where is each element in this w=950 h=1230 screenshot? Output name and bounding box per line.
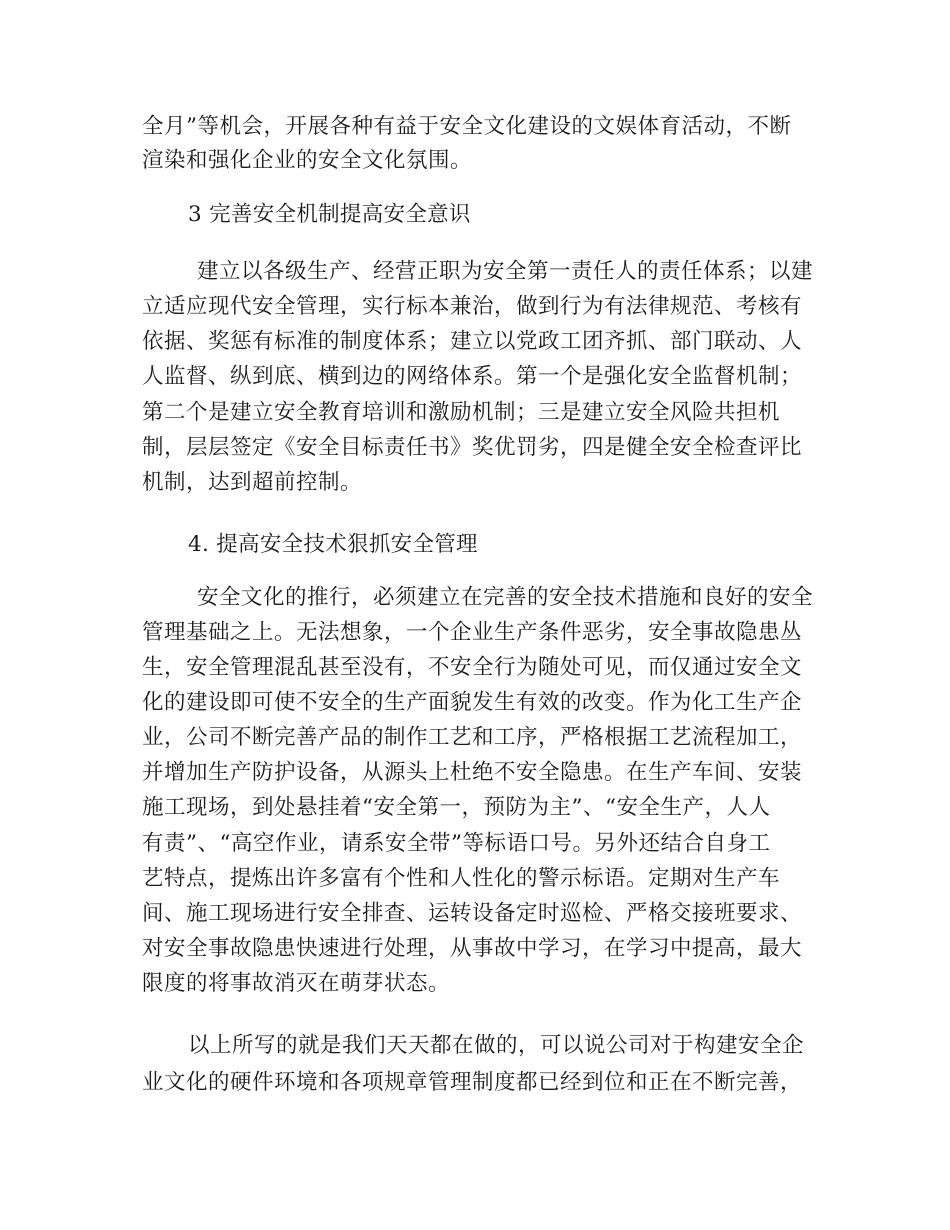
paragraph-line: 对安全事故隐患快速进行处理，从事故中学习，在学习中提高，最大 — [142, 936, 803, 961]
section-heading-4: 4. 提高安全技术狠抓安全管理 — [188, 532, 478, 557]
paragraph-line: 业文化的硬件环境和各项规章管理制度都已经到位和正在不断完善， — [142, 1070, 803, 1095]
paragraph-line: 并增加生产防护设备，从源头上杜绝不安全隐患。在生产车间、安装 — [142, 760, 803, 785]
paragraph-line: 施工现场，到处悬挂着“安全第一，预防为主”、“安全生产，人人 — [142, 795, 771, 820]
paragraph-line: 化的建设即可使不安全的生产面貌发生有效的改变。作为化工生产企 — [142, 690, 803, 715]
paragraph-line: 第二个是建立安全教育培训和激励机制；三是建立安全风险共担机 — [142, 400, 781, 425]
paragraph-line: 机制，达到超前控制。 — [142, 470, 363, 495]
section-heading-3: 3 完善安全机制提高安全意识 — [188, 202, 471, 227]
paragraph-line: 依据、奖惩有标准的制度体系；建立以党政工团齐抓、部门联动、人 — [142, 329, 803, 354]
paragraph-line: 业，公司不断完善产品的制作工艺和工序，严格根据工艺流程加工， — [142, 725, 803, 750]
paragraph-line: 限度的将事故消灭在萌芽状态。 — [142, 971, 451, 996]
paragraph-line: 安全文化的推行，必须建立在完善的安全技术措施和良好的安全 — [197, 585, 814, 610]
paragraph-line: 艺特点，提炼出许多富有个性和人性化的警示标语。定期对生产车 — [142, 866, 781, 891]
paragraph-line: 管理基础之上。无法想象，一个企业生产条件恶劣，安全事故隐患丛 — [142, 620, 803, 645]
paragraph-line: 渲染和强化企业的安全文化氛围。 — [142, 148, 473, 173]
paragraph-line: 立适应现代安全管理，实行标本兼治，做到行为有法律规范、考核有 — [142, 294, 803, 319]
paragraph-line: 建立以各级生产、经营正职为安全第一责任人的责任体系；以建 — [197, 259, 814, 284]
paragraph-line: 间、施工现场进行安全排查、运转设备定时巡检、严格交接班要求、 — [142, 901, 803, 926]
paragraph-line: 制，层层签定《安全目标责任书》奖优罚劣，四是健全安全检查评比 — [142, 435, 803, 460]
paragraph-line: 生，安全管理混乱甚至没有，不安全行为随处可见，而仅通过安全文 — [142, 655, 803, 680]
paragraph-line: 以上所写的就是我们天天都在做的，可以说公司对于构建安全企 — [188, 1033, 805, 1058]
paragraph-line: 有责”、“高空作业，请系安全带”等标语口号。另外还结合自身工 — [142, 831, 771, 856]
paragraph-line: 全月”等机会，开展各种有益于安全文化建设的文娱体育活动，不断 — [142, 114, 792, 139]
paragraph-line: 人监督、纵到底、横到边的网络体系。第一个是强化安全监督机制； — [142, 364, 803, 389]
